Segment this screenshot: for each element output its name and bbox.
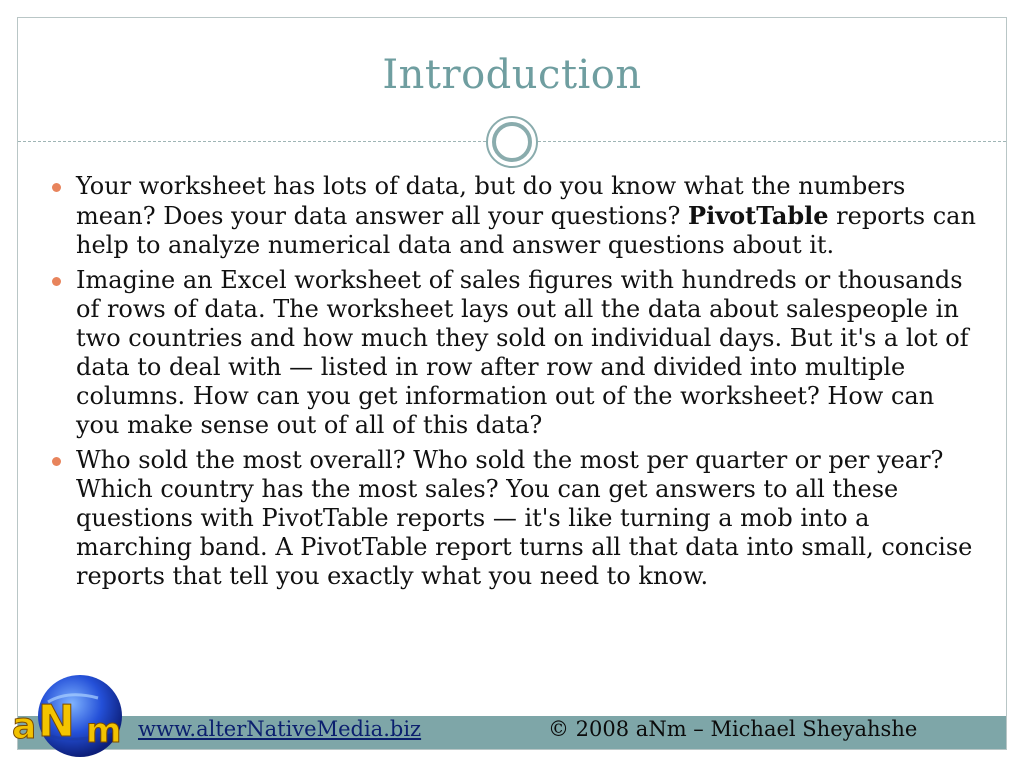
bullet-bold-term: PivotTable	[688, 201, 829, 230]
anm-logo-icon	[8, 672, 128, 764]
logo-letter-n: N	[38, 696, 75, 747]
bullet-text: Who sold the most overall? Who sold the most per quarter or per year? Which country has the most sales? You can get answers to all these questions with PivotTable reports — it's like turning a mob into a marching band. A PivotTable report turns all that data into small, concise reports that tell you exactly what you need to know.	[76, 446, 973, 590]
bullet-dot-icon	[52, 457, 61, 466]
bullet-dot-icon	[52, 183, 61, 192]
logo-letter-a: a	[12, 706, 37, 747]
ring-inner	[492, 122, 532, 162]
slide-title: Introduction	[382, 52, 642, 98]
bullet-item	[50, 266, 980, 440]
ring-ornament-icon	[486, 116, 538, 168]
footer-website-link[interactable]: www.alterNativeMedia.biz	[138, 717, 422, 741]
bullet-text-part: Your worksheet has lots of data, but do you know what the numbers mean? Does your data answer all your questions?	[76, 172, 906, 230]
bullet-text-part: reports can help to analyze numerical data and answer questions about it.	[76, 202, 976, 259]
bullet-dot-icon	[52, 277, 61, 286]
footer-copyright: © 2008 aNm – Michael Sheyahshe	[548, 717, 918, 741]
bullet-item	[50, 172, 980, 260]
logo-letter-m: m	[86, 711, 122, 751]
bullet-item	[50, 446, 980, 591]
bullet-list	[50, 172, 980, 597]
bullet-text: Imagine an Excel worksheet of sales figures with hundreds or thousands of rows of data. The worksheet lays out all the data about salespeople in two countries and how much they sold on individual days. But it's a lot of data to deal with — listed in row after row and divided into multiple columns. How can you get information out of the worksheet? How can you make sense out of all of this data?	[76, 266, 969, 439]
